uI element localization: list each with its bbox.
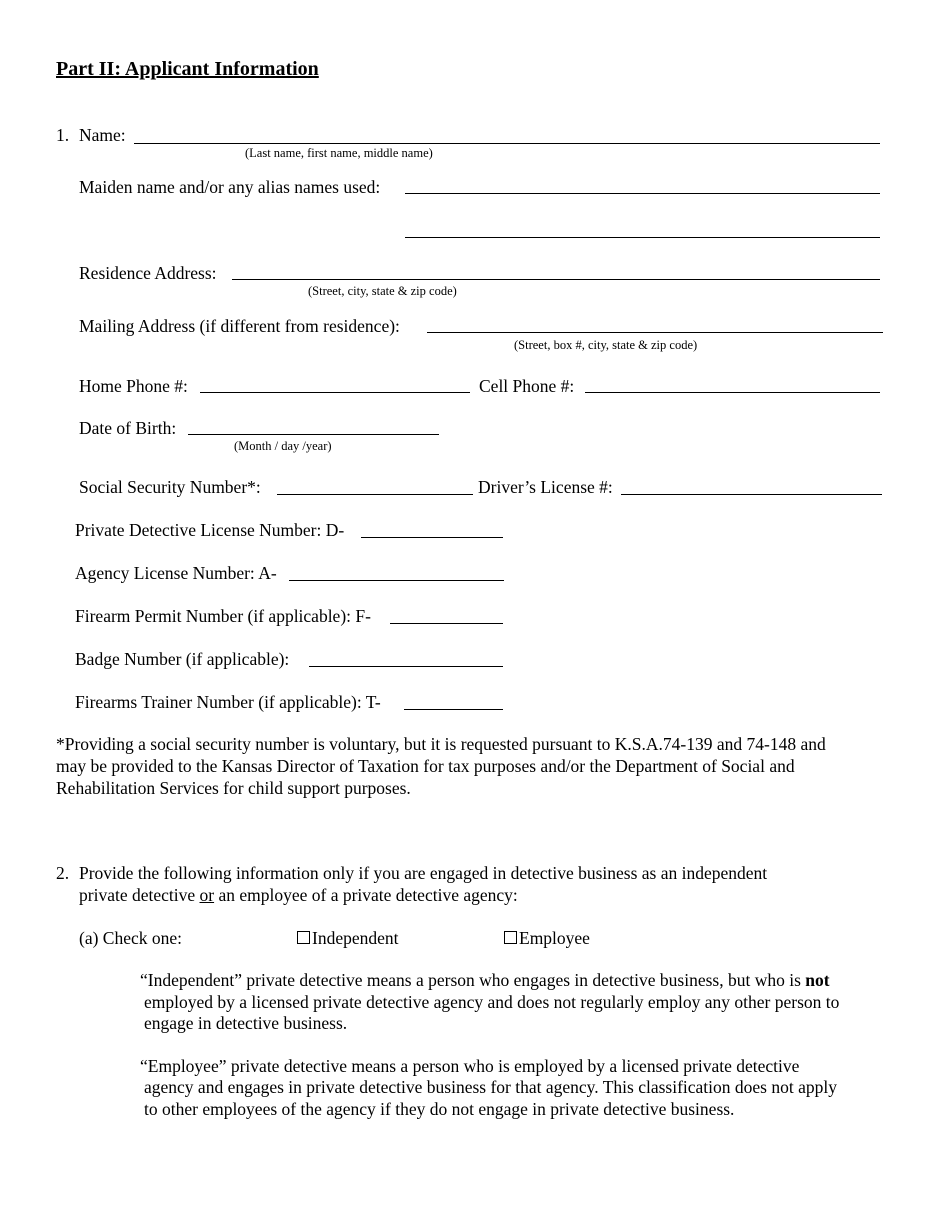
name-field[interactable]: [134, 143, 880, 144]
badge-number-label: Badge Number (if applicable):: [75, 649, 290, 669]
independent-checkbox[interactable]: [297, 931, 310, 944]
drivers-license-label: Driver’s License #:: [478, 477, 613, 497]
option-employee[interactable]: [504, 928, 590, 948]
employee-def-line-2: agency and engages in private detective business for that agency. This classification does not apply: [144, 1077, 837, 1097]
agency-license-label: Agency License Number: A-: [75, 563, 277, 583]
mailing-address-label: Mailing Address (if different from residence):: [79, 316, 400, 336]
agency-license-field[interactable]: [289, 580, 504, 581]
cell-phone-field[interactable]: [585, 392, 880, 393]
residence-address-label: Residence Address:: [79, 263, 217, 283]
employee-def-line-1: “Employee” private detective means a person who is employed by a licensed private detective: [140, 1056, 800, 1076]
firearm-permit-label: Firearm Permit Number (if applicable): F-: [75, 606, 371, 626]
pd-license-field[interactable]: [361, 537, 503, 538]
page-title: Part II: Applicant Information: [56, 58, 319, 80]
dob-hint: (Month / day /year): [234, 439, 332, 453]
question-2-number: 2.: [56, 863, 70, 883]
independent-def-line-2: employed by a licensed private detective agency and does not regularly employ any other person to: [144, 992, 840, 1012]
mailing-address-hint: (Street, box #, city, state & zip code): [514, 338, 698, 352]
maiden-name-field[interactable]: [405, 193, 880, 194]
dob-label: Date of Birth:: [79, 418, 177, 438]
option-independent[interactable]: [297, 928, 399, 948]
badge-number-field[interactable]: [309, 666, 503, 667]
independent-def-line-1: [140, 970, 830, 990]
question-2-line-2: [79, 885, 518, 905]
ssn-note-line-2: may be provided to the Kansas Director of Taxation for tax purposes and/or the Department of Social and: [56, 756, 795, 776]
pd-license-label: Private Detective License Number: D-: [75, 520, 345, 540]
check-one-label: (a) Check one:: [79, 928, 183, 948]
ssn-field[interactable]: [277, 494, 473, 495]
cell-phone-label: Cell Phone #:: [479, 376, 575, 396]
question-1-number: 1.: [56, 125, 70, 145]
residence-address-field[interactable]: [232, 279, 880, 280]
name-label: Name:: [79, 125, 126, 145]
trainer-number-field[interactable]: [404, 709, 503, 710]
maiden-name-label: Maiden name and/or any alias names used:: [79, 177, 381, 197]
dob-field[interactable]: [188, 434, 439, 435]
question-2-line-2-pre: private detective: [79, 885, 200, 905]
independent-def-line-3: engage in detective business.: [144, 1013, 348, 1033]
independent-def-bold: not: [805, 970, 830, 990]
question-2-line-2-post: an employee of a private detective agency:: [214, 885, 518, 905]
ssn-note-line-1: *Providing a social security number is voluntary, but it is requested pursuant to K.S.A.74-139 and 74-148 and: [56, 734, 826, 754]
ssn-label: Social Security Number*:: [79, 477, 261, 497]
trainer-number-label: Firearms Trainer Number (if applicable): T-: [75, 692, 381, 712]
home-phone-label: Home Phone #:: [79, 376, 188, 396]
employee-label: Employee: [519, 928, 590, 948]
employee-checkbox[interactable]: [504, 931, 517, 944]
drivers-license-field[interactable]: [621, 494, 882, 495]
ssn-note-line-3: Rehabilitation Services for child support purposes.: [56, 778, 411, 798]
independent-label: Independent: [312, 928, 399, 948]
employee-def-line-3: to other employees of the agency if they do not engage in private detective business.: [144, 1099, 735, 1119]
question-2-or: or: [199, 885, 215, 905]
maiden-name-field-2[interactable]: [405, 237, 880, 238]
question-2-line-1: Provide the following information only if you are engaged in detective business as an independent: [79, 863, 768, 883]
firearm-permit-field[interactable]: [390, 623, 503, 624]
independent-def-text: “Independent” private detective means a person who engages in detective business, but who is: [140, 970, 806, 990]
name-hint: (Last name, first name, middle name): [245, 146, 433, 160]
residence-address-hint: (Street, city, state & zip code): [308, 284, 457, 298]
mailing-address-field[interactable]: [427, 332, 883, 333]
home-phone-field[interactable]: [200, 392, 470, 393]
